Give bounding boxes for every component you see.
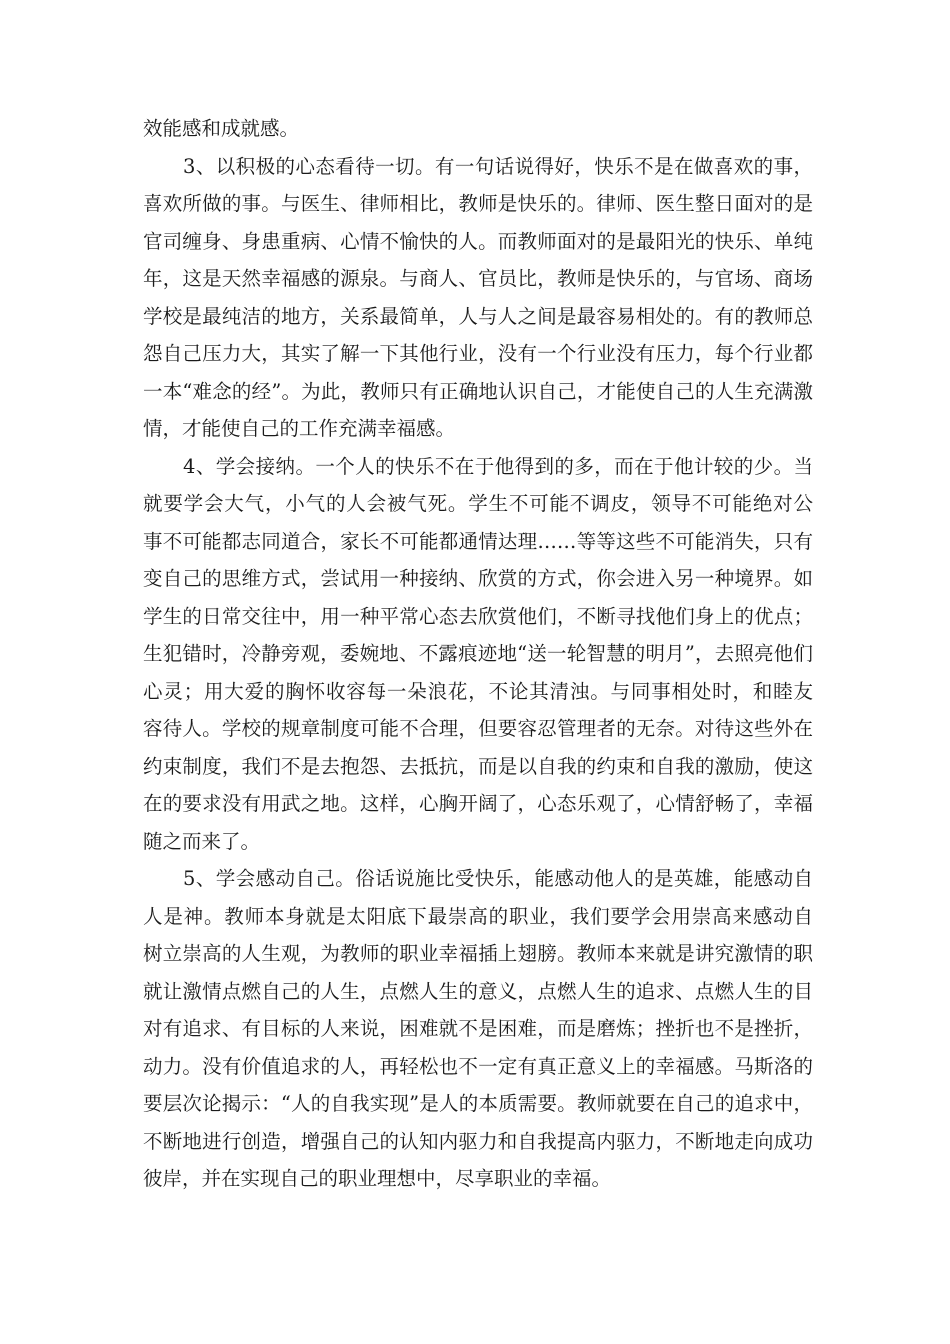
text-line: 容待人。学校的规章制度可能不合理，但要容忍管理者的无奈。对待这些外在 <box>143 717 813 740</box>
text-line: 随之而来了。 <box>143 829 261 853</box>
text-line: 官司缠身、身患重病、心情不愉快的人。而教师面对的是最阳光的快乐、单纯 <box>143 229 813 253</box>
text-line: 情，才能使自己的工作充满幸福感。 <box>143 417 456 440</box>
text-line: 变自己的思维方式，尝试用一种接纳、欣赏的方式，你会进入另一种境界。如 <box>143 567 813 590</box>
text-line: 对有追求、有目标的人来说，困难就不是困难，而是磨炼；挫折也不是挫折， <box>143 1017 813 1040</box>
text-line: 事不可能都志同道合，家长不可能都通情达理……等等这些不可能消失，只有 <box>143 529 813 553</box>
text-line: 生犯错时，冷静旁观，委婉地、不露痕迹地“送一轮智慧的明月”，去照亮他们 <box>143 642 813 665</box>
text-line: 彼岸，并在实现自己的职业理想中，尽享职业的幸福。 <box>143 1167 612 1190</box>
text-line: 就让激情点燃自己的人生，点燃人生的意义，点燃人生的追求、点燃人生的目 <box>143 979 813 1003</box>
text-line: 4、学会接纳。一个人的快乐不在于他得到的多，而在于他计较的少。当 <box>183 454 813 478</box>
text-line: 一本“难念的经”。为此，教师只有正确地认识自己，才能使自己的人生充满激 <box>143 379 813 403</box>
text-line: 喜欢所做的事。与医生、律师相比，教师是快乐的。律师、医生整日面对的是 <box>143 192 813 215</box>
document-body <box>143 110 813 1198</box>
paragraph-continuation <box>143 110 813 148</box>
text-line: 要层次论揭示：“人的自我实现”是人的本质需要。教师就要在自己的追求中， <box>143 1092 813 1115</box>
text-line: 3、以积极的心态看待一切。有一句话说得好，快乐不是在做喜欢的事， <box>183 154 813 178</box>
paragraph-5-self-motivation <box>143 860 813 1198</box>
text-line: 树立崇高的人生观，为教师的职业幸福插上翅膀。教师本来就是讲究激情的职 <box>143 942 813 965</box>
text-line: 约束制度，我们不是去抱怨、去抵抗，而是以自我的约束和自我的激励，使这 <box>143 754 813 778</box>
text-line: 在的要求没有用武之地。这样，心胸开阔了，心态乐观了，心情舒畅了，幸福 <box>143 792 813 815</box>
paragraph-4-acceptance <box>143 448 813 861</box>
text-line: 人是神。教师本身就是太阳底下最崇高的职业，我们要学会用崇高来感动自 <box>143 904 813 928</box>
text-line: 不断地进行创造，增强自己的认知内驱力和自我提高内驱力，不断地走向成功 <box>143 1129 813 1153</box>
text-line: 5、学会感动自己。俗话说施比受快乐，能感动他人的是英雄，能感动自 <box>183 867 813 890</box>
text-line: 怨自己压力大，其实了解一下其他行业，没有一个行业没有压力，每个行业都 <box>143 342 813 365</box>
text-line: 年，这是天然幸福感的源泉。与商人、官员比，教师是快乐的，与官场、商场 <box>143 267 813 290</box>
text-line: 学生的日常交往中，用一种平常心态去欣赏他们，不断寻找他们身上的优点； <box>143 604 813 628</box>
text-line: 效能感和成就感。 <box>143 117 300 140</box>
text-line: 学校是最纯洁的地方，关系最简单，人与人之间是最容易相处的。有的教师总 <box>143 304 813 328</box>
text-line: 心灵；用大爱的胸怀收容每一朵浪花，不论其清浊。与同事相处时，和睦友 <box>143 679 813 703</box>
paragraph-3-positive-attitude <box>143 148 813 448</box>
text-line: 就要学会大气，小气的人会被气死。学生不可能不调皮，领导不可能绝对公 <box>143 492 813 515</box>
text-line: 动力。没有价值追求的人，再轻松也不一定有真正意义上的幸福感。马斯洛的 <box>143 1054 813 1078</box>
